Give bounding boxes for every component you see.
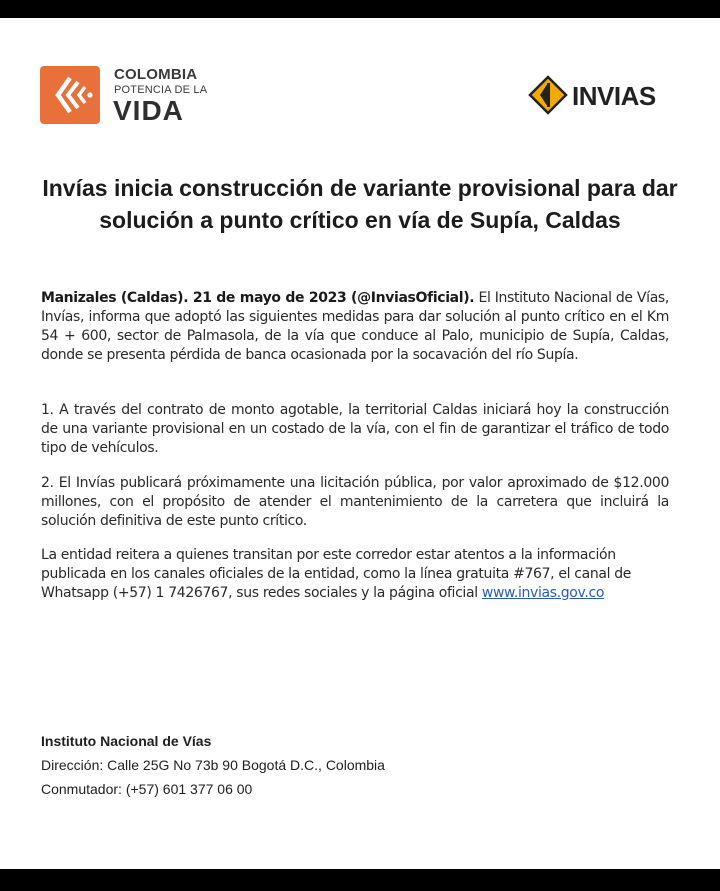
invias-website-link[interactable]: www.invias.gov.co bbox=[481, 585, 605, 601]
logo-line-1: COLOMBIA bbox=[114, 66, 198, 83]
bottom-black-bar bbox=[0, 869, 720, 891]
paragraph-measure-2: 2. El Invías publicará próximamente una licitación pública, por valor aproximado de $12.000 millones, con el propósito de atender el mantenimiento de la carretera que incluirá la solución definitiva de este punto crítico. bbox=[41, 475, 669, 529]
contact-text: La entidad reitera a quienes transitan por este corredor estar atentos a la información publicada en los canales oficiales de la entidad, como la línea gratuita #767, el canal de Whatsapp (+57) 1 7426767, sus redes sociales y la página oficial bbox=[41, 547, 632, 601]
colombia-signal-icon bbox=[40, 66, 100, 124]
invias-diamond-icon bbox=[528, 75, 568, 115]
footer-contact-block bbox=[41, 729, 541, 801]
invias-logo-text: INVIAS bbox=[572, 81, 656, 111]
press-release-title: Invías inicia construcción de variante provisional para dar solución a punto crítico en vía de Supía, Caldas bbox=[42, 175, 678, 233]
logo-line-3: VIDA bbox=[113, 95, 184, 126]
paragraph-intro bbox=[41, 289, 669, 365]
footer-address: Dirección: Calle 25G No 73b 90 Bogotá D.C., Colombia bbox=[41, 757, 385, 773]
footer-phone: Conmutador: (+57) 601 377 06 00 bbox=[41, 781, 253, 797]
dateline: Manizales (Caldas). 21 de mayo de 2023 (@InviasOficial). bbox=[41, 290, 475, 306]
logo-line-2: POTENCIA DE LA bbox=[114, 84, 208, 96]
paragraph-contact bbox=[41, 546, 669, 603]
paragraph-measure-1: 1. A través del contrato de monto agotable, la territorial Caldas iniciará hoy la construcción de una variante provisional en un costado de la vía, con el fin de garantizar el tráfico de todo tipo de vehículos. bbox=[41, 402, 669, 456]
intro-text: El Instituto Nacional de Vías, Invías, informa que adoptó las siguientes medidas para dar solución al punto crítico en el Km 54 + 600, sector de Palmasola, de la vía que conduce al Palo, municipio de Supía, Caldas, donde se presenta pérdida de banca ocasionada por la socavación del río Supía. bbox=[41, 290, 669, 363]
top-black-bar bbox=[0, 0, 720, 18]
footer-org-name: Instituto Nacional de Vías bbox=[41, 733, 212, 749]
colombia-potencia-de-la-vida-logo bbox=[40, 66, 210, 126]
invias-logo bbox=[528, 75, 668, 115]
